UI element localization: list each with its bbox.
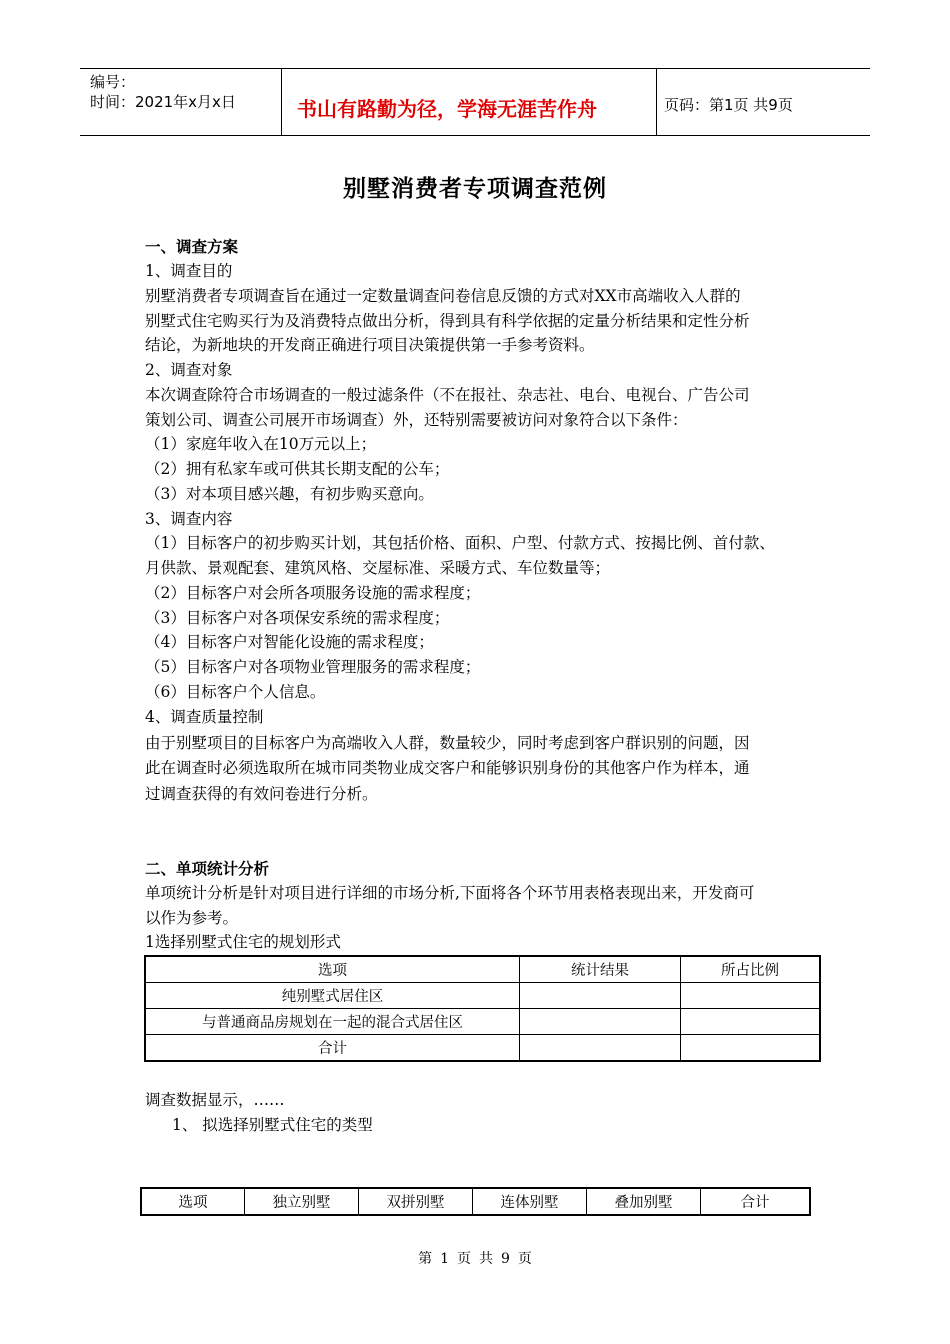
section1-p3-line: （2）目标客户对会所各项服务设施的需求程度； — [145, 584, 481, 602]
villa-type-table — [140, 1187, 811, 1216]
page-footer — [0, 1248, 950, 1268]
table-header-cell: 连体别墅 — [473, 1188, 587, 1215]
section2-heading: 二、单项统计分析 — [145, 860, 270, 878]
table-header-cell: 叠加别墅 — [587, 1188, 701, 1215]
table-header-cell: 统计结果 — [520, 956, 681, 983]
table-cell: 纯别墅式居住区 — [145, 983, 520, 1009]
table1-caption: 1选择别墅式住宅的规划形式 — [145, 933, 341, 951]
section1-p3-line: （5）目标客户对各项物业管理服务的需求程度； — [145, 658, 481, 676]
table-cell — [681, 1035, 821, 1062]
table-cell — [520, 983, 681, 1009]
section1-p1-line: 结论，为新地块的开发商正确进行项目决策提供第一手参考资料。 — [145, 336, 595, 354]
table-cell — [520, 1009, 681, 1035]
section1-p2-line: （3）对本项目感兴趣，有初步购买意向。 — [145, 485, 434, 503]
header-divider-right — [656, 68, 657, 135]
section1-p4-line: 此在调查时必须选取所在城市同类物业成交客户和能够识别身份的其他客户作为样本，通 — [145, 759, 750, 777]
table-cell: 合计 — [145, 1035, 520, 1062]
section1-p2-title: 2、调查对象 — [145, 361, 233, 379]
section1-p1-title: 1、调查目的 — [145, 262, 233, 280]
table-row — [145, 1035, 820, 1062]
header-top-rule — [80, 68, 870, 69]
footer-suffix: 页 — [517, 1251, 532, 1267]
table-cell — [681, 983, 821, 1009]
table-cell: 与普通商品房规划在一起的混合式居住区 — [145, 1009, 520, 1035]
header-page-info: 页码：第1页 共9页 — [664, 96, 793, 114]
header-bottom-rule — [80, 135, 870, 136]
header-number-label: 编号： — [90, 73, 136, 91]
document-title: 别墅消费者专项调查范例 — [343, 175, 607, 202]
table-header-cell: 选项 — [145, 956, 520, 983]
section1-p3-title: 3、调查内容 — [145, 510, 233, 528]
section1-p2-line: 本次调查除符合市场调查的一般过滤条件（不在报社、杂志社、电台、电视台、广告公司 — [145, 386, 750, 404]
header-divider-left — [281, 68, 282, 135]
table-header-cell: 合计 — [701, 1188, 811, 1215]
section1-p3-line: （3）目标客户对各项保安系统的需求程度； — [145, 609, 450, 627]
table-header-row — [141, 1188, 810, 1215]
table-header-cell: 独立别墅 — [245, 1188, 359, 1215]
footer-prefix: 第 — [418, 1251, 433, 1267]
header-motto: 书山有路勤为径，学海无涯苦作舟 — [297, 97, 597, 121]
footer-total-pages: 9 — [501, 1251, 510, 1267]
footer-mid2: 共 — [479, 1251, 493, 1267]
section1-heading: 一、调查方案 — [145, 238, 239, 256]
section1-p4-title: 4、调查质量控制 — [145, 708, 264, 726]
section1-p2-line: （2）拥有私家车或可供其长期支配的公车； — [145, 460, 450, 478]
table-header-row — [145, 956, 820, 983]
table-header-cell: 所占比例 — [681, 956, 821, 983]
planning-form-table — [144, 955, 821, 1062]
after-table1-text: 调查数据显示，…… — [145, 1091, 285, 1109]
section1-p3-line: （4）目标客户对智能化设施的需求程度； — [145, 633, 434, 651]
section2-intro-line: 以作为参考。 — [145, 909, 239, 927]
section1-p4-line: 过调查获得的有效问卷进行分析。 — [145, 785, 378, 803]
section1-p3-line: 月供款、景观配套、建筑风格、交屋标准、采暖方式、车位数量等； — [145, 559, 611, 577]
footer-mid1: 页 — [457, 1251, 471, 1267]
table-header-cell: 选项 — [141, 1188, 245, 1215]
section1-p1-line: 别墅式住宅购买行为及消费特点做出分析，得到具有科学依据的定量分析结果和定性分析 — [145, 312, 750, 330]
section1-p2-line: 策划公司、调查公司展开市场调查）外，还特别需要被访问对象符合以下条件： — [145, 411, 688, 429]
table-row — [145, 1009, 820, 1035]
table-row — [145, 983, 820, 1009]
header-time-label: 时间：2021年x月x日 — [90, 93, 236, 111]
section1-p4-line: 由于别墅项目的目标客户为高端收入人群，数量较少，同时考虑到客户群识别的问题，因 — [145, 734, 750, 752]
section1-p2-line: （1）家庭年收入在10万元以上； — [145, 435, 377, 453]
section1-p1-line: 别墅消费者专项调查旨在通过一定数量调查问卷信息反馈的方式对XX市高端收入人群的 — [145, 287, 741, 305]
table-cell — [681, 1009, 821, 1035]
section2-intro-line: 单项统计分析是针对项目进行详细的市场分析,下面将各个环节用表格表现出来，开发商可 — [145, 884, 755, 902]
section1-p3-line: （1）目标客户的初步购买计划，其包括价格、面积、户型、付款方式、按揭比例、首付款、 — [145, 534, 775, 552]
table2-caption: 1、 拟选择别墅式住宅的类型 — [172, 1116, 373, 1134]
footer-page-number: 1 — [440, 1251, 449, 1267]
section1-p3-line: （6）目标客户个人信息。 — [145, 683, 326, 701]
table-header-cell: 双拼别墅 — [359, 1188, 473, 1215]
table-cell — [520, 1035, 681, 1062]
